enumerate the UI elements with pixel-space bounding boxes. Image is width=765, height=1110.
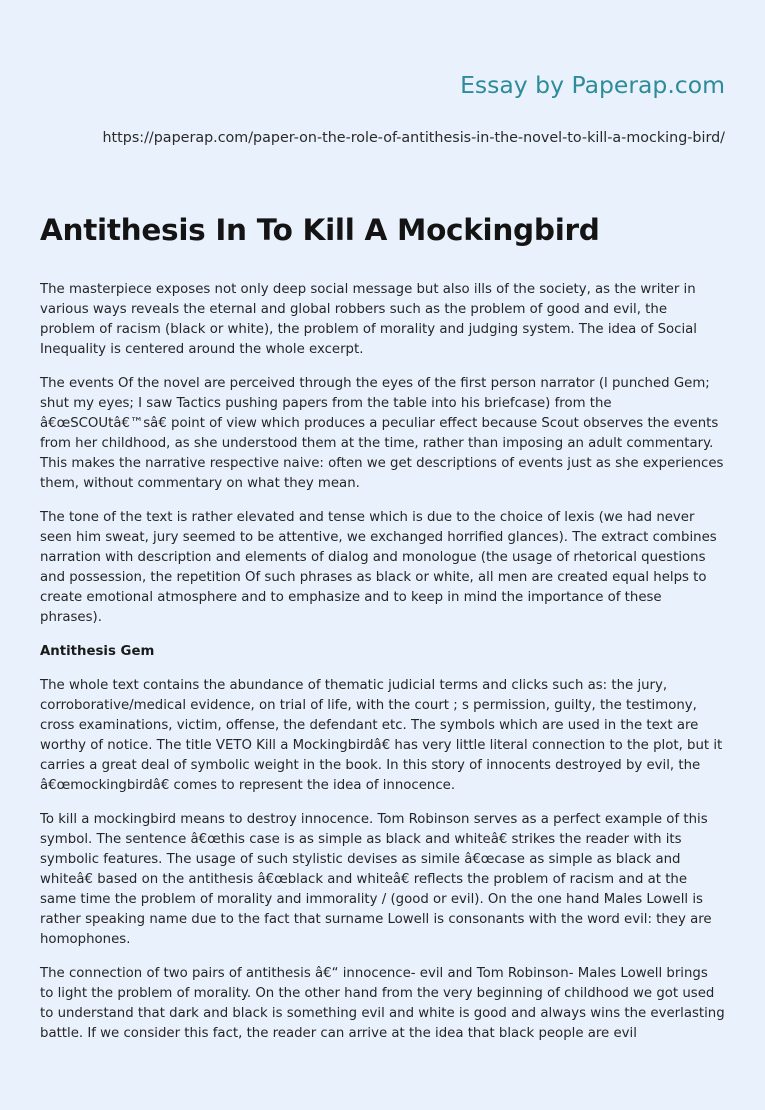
section-heading: Antithesis Gem	[40, 644, 155, 659]
page-title: Antithesis In To Kill A Mockingbird	[40, 213, 600, 247]
paragraph-3: The tone of the text is rather elevated and tense which is due to the choice of lexis (we had never seen him sweat, jury seemed to be attentive, we exchanged horrified glances). The extract combines narration with description and elements of dialog and monologue (the usage of rhetorical questions and possession, the repetition Of such phrases as black or white, all men are created equal helps to create emotional atmosphere and to emphasize and to keep in mind the importance of these phrases).	[40, 510, 717, 625]
paragraph-4: The whole text contains the abundance of thematic judicial terms and clicks such as: the jury, corroborative/medical evidence, on trial of life, with the court ; s permission, guilty, the testimony, cross examinations, victim, offense, the defendant etc. The symbols which are used in the text are worthy of notice. The title VETO Kill a Mockingbirdâ€ has very little literal connection to the plot, but it carries a great deal of symbolic weight in the book. In this story of innocents destroyed by evil, the â€œmockingbirdâ€ comes to represent the idea of innocence.	[40, 678, 723, 793]
article-body	[40, 280, 725, 1044]
paragraph-5: To kill a mockingbird means to destroy innocence. Tom Robinson serves as a perfect example of this symbol. The sentence â€œthis case is as simple as black and whiteâ€ strikes the reader with its symbolic features. The usage of such stylistic devises as simile â€œcase as simple as black and whiteâ€ based on the antithesis â€œblack and whiteâ€ reflects the problem of racism and at the same time the problem of morality and immorality / (good or evil). On the one hand Males Lowell is rather speaking name due to the fact that surname Lowell is consonants with the word evil: they are homophones.	[40, 812, 712, 947]
site-brand[interactable]: Essay by Paperap.com	[460, 71, 725, 99]
paragraph-1: The masterpiece exposes not only deep social message but also ills of the society, as the writer in various ways reveals the eternal and global robbers such as the problem of good and evil, the problem of racism (black or white), the problem of morality and judging system. The idea of Social Inequality is centered around the whole excerpt.	[40, 282, 697, 357]
paragraph-6: The connection of two pairs of antithesis â€“ innocence- evil and Tom Robinson- Males Lowell brings to light the problem of morality. On the other hand from the very beginning of childhood we got used to understand that dark and black is something evil and white is good and always wins the everlasting battle. If we consider this fact, the reader can arrive at the idea that black people are evil	[40, 966, 725, 1041]
paragraph-2: The events Of the novel are perceived through the eyes of the first person narrator (l punched Gem; shut my eyes; I saw Tactics pushing papers from the table into his briefcase) from the â€œSCOUtâ€™sâ€ point of view which produces a peculiar effect because Scout observes the events from her childhood, as she understood them at the time, rather than imposing an adult commentary. This makes the narrative respective naive: often we get descriptions of events just as she experiences them, without commentary on what they mean.	[40, 376, 724, 491]
source-url[interactable]: https://paperap.com/paper-on-the-role-of-antithesis-in-the-novel-to-kill-a-mocking-bird/	[102, 130, 725, 146]
